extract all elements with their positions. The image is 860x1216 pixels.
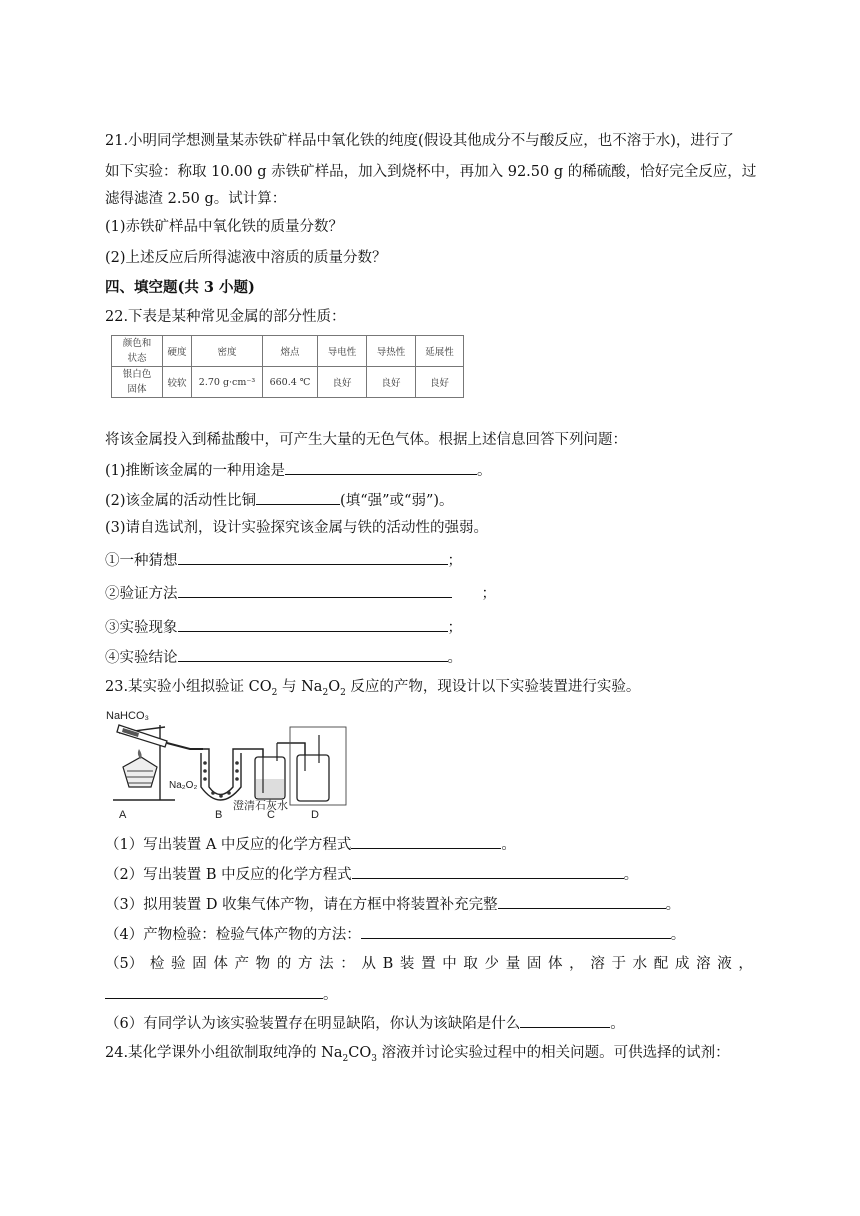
- table-row: [112, 367, 464, 398]
- q21-line1: 21.小明同学想测量某赤铁矿样品中氧化铁的纯度(假设其他成分不与酸反应，也不溶于水)，进行了: [105, 133, 734, 149]
- q23-intro-text: 23.某实验小组拟验证 CO: [105, 679, 272, 695]
- answer-blank[interactable]: [178, 617, 448, 632]
- answer-blank[interactable]: [351, 834, 501, 849]
- justified-char: B: [382, 956, 394, 972]
- q23-part4: [105, 924, 685, 945]
- punctuation: 。: [665, 897, 681, 913]
- q22-stem: 将该金属投入到稀盐酸中，可产生大量的无色气体。根据上述信息回答下列问题：: [105, 432, 627, 448]
- table-header-cell: 硬度: [163, 336, 192, 367]
- justified-char: 取: [463, 956, 478, 972]
- table-header-cell: 熔点: [263, 336, 318, 367]
- q24-intro-text: 溶液并讨论实验过程中的相关问题。可供选择的试剂：: [376, 1045, 730, 1061]
- q21-line2: 如下实验：称取 10.00 g 赤铁矿样品，加入到烧杯中，再加入 92.50 g 的稀硫酸，恰好完全反应，过: [105, 164, 757, 180]
- table-cell: 良好: [416, 367, 464, 398]
- justified-char: 检: [149, 956, 165, 972]
- q23-part2-text: （2）写出装置 B 中反应的化学方程式: [105, 867, 352, 883]
- alcohol-lamp: [123, 749, 157, 787]
- table-cell: 660.4 ℃: [263, 367, 318, 398]
- q22-part2: [105, 490, 454, 511]
- q23-part4-text: （4）产物检验：检验气体产物的方法：: [105, 927, 361, 943]
- justified-char: 产: [234, 956, 250, 972]
- punctuation: ；: [481, 586, 496, 602]
- q22-part2-hint: (填“强”或“弱”)。: [340, 493, 454, 509]
- q23-part1: [105, 834, 516, 855]
- connecting-tube: [239, 749, 263, 757]
- justified-char: 中: [442, 956, 457, 972]
- q22-choice3: [105, 617, 462, 638]
- justified-char: 的: [276, 956, 292, 972]
- punctuation: 。: [623, 867, 639, 883]
- answer-blank[interactable]: [352, 864, 624, 879]
- q21-line3: 滤得滤渣 2.50 g。试计算：: [105, 191, 287, 207]
- table-cell: 银白色 固体: [112, 367, 163, 398]
- justified-char: 液: [717, 956, 732, 972]
- justified-char: 固: [192, 956, 207, 972]
- punctuation: 。: [323, 987, 338, 1003]
- punctuation: 。: [501, 837, 516, 853]
- punctuation: ；: [447, 553, 462, 569]
- q23-intro-text: 反应的产物，现设计以下实验装置进行实验。: [345, 679, 641, 695]
- nahco3-label: NaHCO₃: [106, 710, 149, 722]
- answer-blank[interactable]: [285, 460, 477, 475]
- punctuation: ；: [447, 620, 462, 636]
- justified-char: 成: [674, 956, 690, 972]
- q24-intro-text: CO: [348, 1045, 372, 1061]
- q23-part5-line2: [105, 984, 338, 1005]
- q23-intro-text: 与 Na: [277, 679, 323, 695]
- label-b: B: [215, 809, 223, 821]
- table-header-cell: 导电性: [318, 336, 367, 367]
- q23-intro-text: O: [328, 679, 341, 695]
- justified-char: 体: [548, 956, 563, 972]
- u-tube: [201, 749, 241, 800]
- justified-char: ：: [340, 956, 355, 972]
- answer-blank[interactable]: [498, 894, 666, 909]
- q24-intro-text: 24.某化学课外小组欲制取纯净的 Na: [105, 1045, 343, 1061]
- justified-char: 验: [171, 956, 186, 972]
- punctuation: 。: [447, 650, 462, 666]
- justified-char: 少: [484, 956, 500, 972]
- delivery-tube: [167, 743, 203, 749]
- punctuation: 。: [670, 927, 686, 943]
- justified-char: 固: [526, 956, 542, 972]
- justified-char: 装: [399, 956, 415, 972]
- q21-sub2: (2)上述反应后所得滤液中溶质的质量分数？: [105, 250, 387, 266]
- answer-blank[interactable]: [361, 924, 671, 939]
- table-header-row: [112, 336, 464, 367]
- q22-part3: (3)请自选试剂，设计实验探究该金属与铁的活动性的强弱。: [105, 520, 489, 536]
- choice-label: ②验证方法: [105, 586, 178, 602]
- justified-char: 物: [255, 956, 271, 972]
- choice-label: ③实验现象: [105, 620, 178, 636]
- table-header-cell: 颜色和 状态: [112, 336, 163, 367]
- justified-char: 法: [319, 956, 334, 972]
- table-cell: 良好: [318, 367, 367, 398]
- q22-choice2: [105, 583, 496, 604]
- justified-char: 于: [611, 956, 626, 972]
- q23-part3-text: （3）拟用装置 D 收集气体产物，请在方框中将装置补充完整: [105, 897, 498, 913]
- limewater-label: 澄清石灰水: [233, 800, 288, 812]
- table-cell: 较软: [163, 367, 192, 398]
- answer-blank[interactable]: [520, 1013, 610, 1028]
- justified-char: 水: [632, 956, 648, 972]
- apparatus-diagram: [105, 705, 350, 823]
- justified-char: （5）: [105, 956, 144, 972]
- punctuation: 。: [477, 463, 492, 479]
- choice-label: ①一种猜想: [105, 553, 178, 569]
- justified-char: 置: [421, 956, 436, 972]
- justified-char: 从: [361, 956, 376, 972]
- answer-blank[interactable]: [178, 583, 452, 598]
- label-c: C: [267, 809, 275, 821]
- justified-char: ，: [738, 956, 753, 972]
- q23-part2: [105, 864, 638, 885]
- answer-blank[interactable]: [178, 647, 448, 662]
- q22-choice1: [105, 550, 462, 571]
- na2o2-label: Na₂O₂: [169, 780, 198, 791]
- q23-part3: [105, 894, 680, 915]
- justified-char: 配: [653, 956, 669, 972]
- justified-char: ，: [569, 956, 584, 972]
- q23-part5-line1: [105, 954, 753, 974]
- q21-sub1: (1)赤铁矿样品中氧化铁的质量分数？: [105, 219, 344, 235]
- table-cell: 良好: [367, 367, 416, 398]
- q22-part1-text: (1)推断该金属的一种用途是: [105, 463, 286, 479]
- q24-intro: 24.某化学课外小组欲制取纯净的 $Na_2CO_3$ 溶液并讨论实验过程中的相关问题。可供选择的试剂：: [105, 1045, 730, 1064]
- choice-label: ④实验结论: [105, 650, 178, 666]
- q22-part2-text: (2)该金属的活动性比铜: [105, 493, 257, 509]
- table-cell: 2.70 g·cm⁻³: [192, 367, 263, 398]
- justified-char: 溶: [696, 956, 711, 972]
- justified-char: 方: [297, 956, 313, 972]
- answer-blank[interactable]: [105, 984, 323, 999]
- q22-intro: 22.下表是某种常见金属的部分性质：: [105, 309, 346, 325]
- table-header-cell: 密度: [192, 336, 263, 367]
- justified-char: 溶: [590, 956, 605, 972]
- q23-part6: [105, 1013, 625, 1034]
- bottle-d: [290, 727, 346, 805]
- answer-blank[interactable]: [178, 550, 448, 565]
- punctuation: 。: [610, 1016, 625, 1032]
- q23-intro: 23.某实验小组拟验证 $CO_2$ 与 $Na_2O_2$ 反应的产物，现设计以下实验装置进行实验。: [105, 679, 641, 698]
- q23-part1-text: （1）写出装置 A 中反应的化学方程式: [105, 837, 352, 853]
- section-heading: 四、填空题(共 3 小题): [105, 279, 255, 296]
- q22-choice4: [105, 647, 462, 668]
- q22-part1: [105, 460, 492, 481]
- table-header-cell: 导热性: [367, 336, 416, 367]
- label-d: D: [311, 809, 319, 821]
- justified-char: 量: [505, 956, 521, 972]
- answer-blank[interactable]: [256, 490, 340, 505]
- q23-part6-text: （6）有同学认为该实验装置存在明显缺陷，你认为该缺陷是什么: [105, 1016, 521, 1032]
- table-header-cell: 延展性: [416, 336, 464, 367]
- metal-properties-table: [111, 335, 464, 398]
- label-a: A: [119, 809, 127, 821]
- justified-char: 体: [213, 956, 228, 972]
